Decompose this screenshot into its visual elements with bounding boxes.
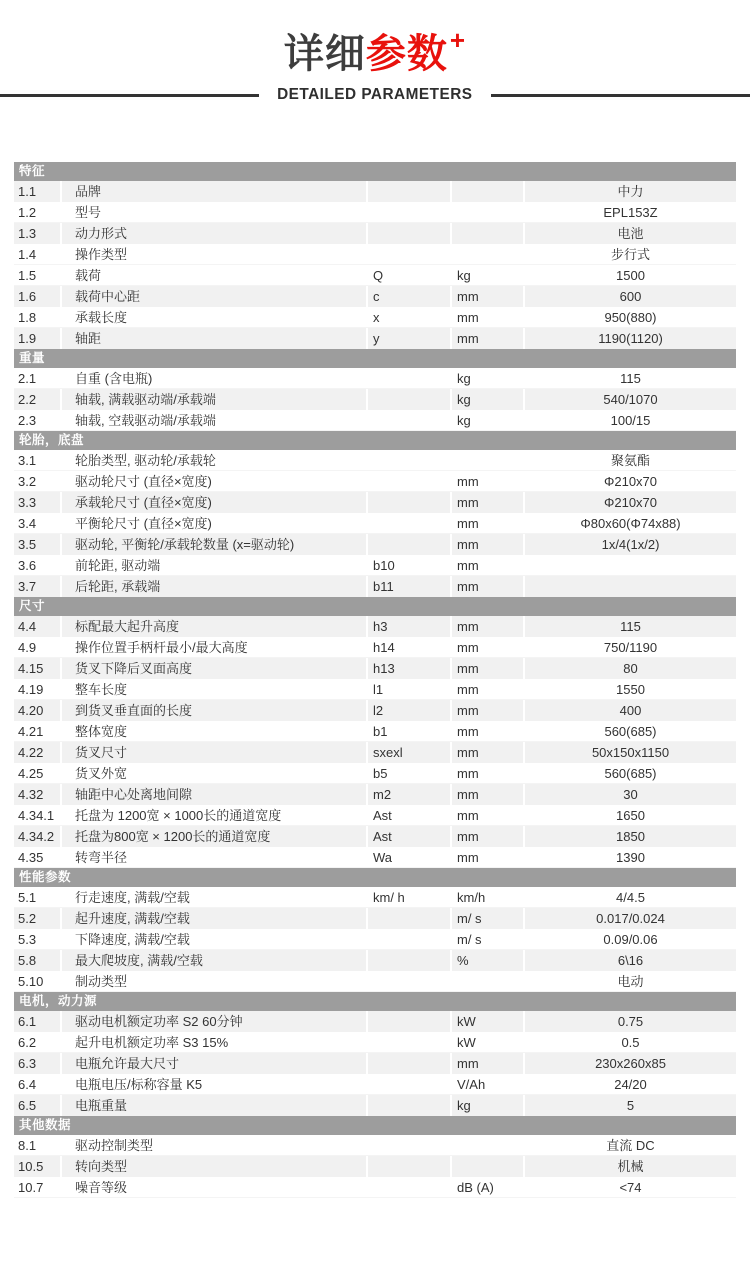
row-name: 标配最大起升高度 <box>62 616 368 637</box>
row-symbol: km/ h <box>368 887 452 907</box>
subtitle-left-rule <box>0 94 259 97</box>
table-row <box>14 784 736 805</box>
table-row <box>14 971 736 992</box>
table-row <box>14 950 736 971</box>
table-row <box>14 307 736 328</box>
page-header <box>0 0 750 104</box>
row-value: 100/15 <box>610 413 651 428</box>
row-unit: kg <box>452 1095 525 1116</box>
row-symbol: Ast <box>368 805 452 825</box>
table-row <box>14 1177 736 1198</box>
table-row <box>14 742 736 763</box>
row-symbol: b11 <box>368 576 452 597</box>
row-unit: mm <box>452 805 525 825</box>
row-unit: mm <box>452 637 525 657</box>
row-unit: kg <box>452 368 525 388</box>
row-unit: mm <box>452 555 525 575</box>
row-unit: mm <box>452 286 525 307</box>
row-symbol <box>368 929 452 949</box>
row-symbol: b1 <box>368 721 452 741</box>
row-unit <box>452 1135 525 1155</box>
row-number: 4.34.2 <box>14 826 62 847</box>
row-value: 24/20 <box>614 1077 647 1092</box>
row-number: 6.3 <box>14 1053 62 1074</box>
row-unit: kW <box>452 1011 525 1032</box>
table-row <box>14 847 736 868</box>
row-symbol: l1 <box>368 679 452 699</box>
row-number: 10.7 <box>14 1177 62 1197</box>
row-number: 6.2 <box>14 1032 62 1052</box>
row-unit <box>452 1156 525 1177</box>
row-number: 4.35 <box>14 847 62 867</box>
row-value: 400 <box>525 700 736 721</box>
row-value: 1850 <box>525 826 736 847</box>
table-row <box>14 805 736 826</box>
row-symbol <box>368 534 452 555</box>
row-symbol <box>368 202 452 222</box>
row-symbol <box>368 1011 452 1032</box>
row-unit: mm <box>452 513 525 533</box>
row-name: 最大爬坡度, 满载/空载 <box>62 950 368 971</box>
row-value: 电池 <box>525 223 736 244</box>
row-symbol: m2 <box>368 784 452 805</box>
section-header: 电机，动力源 <box>14 992 736 1011</box>
table-row <box>14 637 736 658</box>
row-unit: kW <box>452 1032 525 1052</box>
row-symbol: h3 <box>368 616 452 637</box>
row-value: 80 <box>525 658 736 679</box>
row-name: 承载长度 <box>62 307 368 327</box>
row-value: 950(880) <box>604 310 657 325</box>
row-value: 5 <box>525 1095 736 1116</box>
row-number: 1.8 <box>14 307 62 327</box>
row-symbol <box>368 513 452 533</box>
table-row <box>14 1156 736 1177</box>
table-row <box>14 1032 736 1053</box>
row-number: 1.5 <box>14 265 62 285</box>
row-number: 4.25 <box>14 763 62 783</box>
row-number: 5.8 <box>14 950 62 971</box>
table-row <box>14 181 736 202</box>
table-row <box>14 265 736 286</box>
row-symbol: y <box>368 328 452 349</box>
row-number: 4.4 <box>14 616 62 637</box>
page-title-red-part: 参数 <box>365 32 448 76</box>
row-symbol <box>368 1156 452 1177</box>
table-row <box>14 1011 736 1032</box>
row-unit: mm <box>452 1053 525 1074</box>
row-unit: mm <box>452 763 525 783</box>
row-value: 30 <box>525 784 736 805</box>
row-name: 噪音等级 <box>62 1177 368 1197</box>
row-symbol <box>368 368 452 388</box>
row-name: 型号 <box>62 202 368 222</box>
row-number: 4.21 <box>14 721 62 741</box>
row-number: 3.2 <box>14 471 62 491</box>
row-value: 0.5 <box>621 1035 640 1050</box>
row-number: 3.7 <box>14 576 62 597</box>
row-name: 驱动轮, 平衡轮/承载轮数量 (x=驱动轮) <box>62 534 368 555</box>
row-name: 托盘为 1200宽 × 1000长的通道宽度 <box>62 805 368 825</box>
table-row <box>14 450 736 471</box>
row-value: 1390 <box>616 850 645 865</box>
row-symbol: sxexl <box>368 742 452 763</box>
section-header: 特征 <box>14 162 736 181</box>
row-number: 4.19 <box>14 679 62 699</box>
subtitle-right-rule <box>491 94 750 97</box>
row-unit: m/ s <box>452 908 525 929</box>
row-unit: mm <box>452 328 525 349</box>
row-name: 电瓶允许最大尺寸 <box>62 1053 368 1074</box>
row-symbol <box>368 410 452 430</box>
page-title <box>284 26 466 76</box>
row-name: 轴距中心处离地间隙 <box>62 784 368 805</box>
row-name: 品牌 <box>62 181 368 202</box>
row-name: 后轮距, 承载端 <box>62 576 368 597</box>
row-unit: % <box>452 950 525 971</box>
row-value <box>525 576 736 597</box>
section-header: 尺寸 <box>14 597 736 616</box>
table-row <box>14 492 736 513</box>
subtitle-row <box>0 86 750 104</box>
table-row <box>14 286 736 307</box>
row-name: 驱动轮尺寸 (直径×宽度) <box>62 471 368 491</box>
row-name: 电瓶重量 <box>62 1095 368 1116</box>
row-unit: m/ s <box>452 929 525 949</box>
row-value: 步行式 <box>610 247 650 262</box>
row-value: 电动 <box>617 974 644 989</box>
row-unit <box>452 971 525 991</box>
row-value: 50x150x1150 <box>525 742 736 763</box>
row-symbol: b10 <box>368 555 452 575</box>
row-value: 1500 <box>616 268 645 283</box>
row-symbol <box>368 492 452 513</box>
row-number: 6.4 <box>14 1074 62 1094</box>
row-number: 3.6 <box>14 555 62 575</box>
row-number: 1.1 <box>14 181 62 202</box>
row-number: 6.1 <box>14 1011 62 1032</box>
row-name: 到货叉垂直面的长度 <box>62 700 368 721</box>
row-unit: dB (A) <box>452 1177 525 1197</box>
table-row <box>14 700 736 721</box>
row-unit: mm <box>452 576 525 597</box>
row-unit: mm <box>452 492 525 513</box>
row-value: 直流 DC <box>606 1138 655 1153</box>
row-number: 2.1 <box>14 368 62 388</box>
row-number: 4.22 <box>14 742 62 763</box>
row-value: 540/1070 <box>525 389 736 410</box>
row-unit: mm <box>452 658 525 679</box>
row-symbol <box>368 971 452 991</box>
row-symbol: l2 <box>368 700 452 721</box>
row-symbol <box>368 1032 452 1052</box>
row-number: 5.10 <box>14 971 62 991</box>
row-value: <74 <box>619 1180 642 1195</box>
table-row <box>14 1095 736 1116</box>
row-value: 聚氨酯 <box>610 453 650 468</box>
row-name: 货叉尺寸 <box>62 742 368 763</box>
row-value: Φ210x70 <box>603 474 658 489</box>
row-name: 货叉下降后叉面高度 <box>62 658 368 679</box>
row-value: Φ80x60(Φ74x88) <box>580 516 681 531</box>
row-value: 1x/4(1x/2) <box>525 534 736 555</box>
row-number: 3.5 <box>14 534 62 555</box>
row-value: EPL153Z <box>603 205 658 220</box>
row-name: 转向类型 <box>62 1156 368 1177</box>
row-value: 0.017/0.024 <box>525 908 736 929</box>
page-title-dark-part: 详细 <box>283 32 366 76</box>
row-symbol <box>368 471 452 491</box>
section-header: 性能参数 <box>14 868 736 887</box>
row-name: 下降速度, 满载/空载 <box>62 929 368 949</box>
row-number: 6.5 <box>14 1095 62 1116</box>
row-number: 5.1 <box>14 887 62 907</box>
row-symbol: x <box>368 307 452 327</box>
row-unit <box>452 223 525 244</box>
row-number: 4.15 <box>14 658 62 679</box>
row-value: 115 <box>620 371 641 386</box>
row-value: 0.75 <box>525 1011 736 1032</box>
row-symbol: Ast <box>368 826 452 847</box>
row-number: 5.3 <box>14 929 62 949</box>
row-name: 载荷中心距 <box>62 286 368 307</box>
table-row <box>14 244 736 265</box>
row-value: 中力 <box>525 181 736 202</box>
row-value: 1650 <box>616 808 645 823</box>
row-symbol <box>368 908 452 929</box>
row-unit <box>452 181 525 202</box>
row-name: 载荷 <box>62 265 368 285</box>
row-value: 600 <box>525 286 736 307</box>
row-value: 0.09/0.06 <box>603 932 658 947</box>
row-symbol <box>368 223 452 244</box>
table-row <box>14 908 736 929</box>
row-unit: mm <box>452 307 525 327</box>
table-row <box>14 223 736 244</box>
row-unit: mm <box>452 616 525 637</box>
row-number: 1.2 <box>14 202 62 222</box>
row-number: 1.6 <box>14 286 62 307</box>
row-symbol <box>368 244 452 264</box>
row-name: 转弯半径 <box>62 847 368 867</box>
row-name: 轴载, 空载驱动端/承载端 <box>62 410 368 430</box>
row-symbol <box>368 389 452 410</box>
row-name: 操作类型 <box>62 244 368 264</box>
spec-table <box>14 162 736 1198</box>
table-row <box>14 1135 736 1156</box>
row-value: 1190(1120) <box>525 328 736 349</box>
section-header: 重量 <box>14 349 736 368</box>
row-name: 轮胎类型, 驱动轮/承载轮 <box>62 450 368 470</box>
table-row <box>14 202 736 223</box>
row-name: 轴载, 满载驱动端/承载端 <box>62 389 368 410</box>
row-name: 轴距 <box>62 328 368 349</box>
row-unit: V/Ah <box>452 1074 525 1094</box>
row-name: 驱动电机额定功率 S2 60分钟 <box>62 1011 368 1032</box>
row-number: 2.2 <box>14 389 62 410</box>
table-row <box>14 763 736 784</box>
row-name: 前轮距, 驱动端 <box>62 555 368 575</box>
row-name: 货叉外宽 <box>62 763 368 783</box>
row-number: 3.4 <box>14 513 62 533</box>
row-name: 整体宽度 <box>62 721 368 741</box>
table-row <box>14 679 736 700</box>
row-unit <box>452 450 525 470</box>
row-number: 1.3 <box>14 223 62 244</box>
row-name: 驱动控制类型 <box>62 1135 368 1155</box>
row-value: 4/4.5 <box>616 890 645 905</box>
row-symbol: Q <box>368 265 452 285</box>
table-row <box>14 1074 736 1095</box>
row-unit: kg <box>452 265 525 285</box>
row-name: 起升速度, 满载/空载 <box>62 908 368 929</box>
row-number: 4.9 <box>14 637 62 657</box>
table-row <box>14 721 736 742</box>
row-value: 230x260x85 <box>525 1053 736 1074</box>
row-number: 5.2 <box>14 908 62 929</box>
table-row <box>14 513 736 534</box>
row-unit: mm <box>452 534 525 555</box>
row-unit <box>452 244 525 264</box>
row-name: 动力形式 <box>62 223 368 244</box>
row-symbol <box>368 181 452 202</box>
row-name: 操作位置手柄杆最小/最大高度 <box>62 637 368 657</box>
row-number: 3.3 <box>14 492 62 513</box>
row-name: 行走速度, 满载/空载 <box>62 887 368 907</box>
section-header: 轮胎，底盘 <box>14 431 736 450</box>
row-symbol: h14 <box>368 637 452 657</box>
row-symbol <box>368 1177 452 1197</box>
row-unit: km/h <box>452 887 525 907</box>
table-row <box>14 555 736 576</box>
table-row <box>14 389 736 410</box>
row-name: 起升电机额定功率 S3 15% <box>62 1032 368 1052</box>
row-unit: mm <box>452 847 525 867</box>
table-row <box>14 534 736 555</box>
row-value: 750/1190 <box>603 640 658 655</box>
row-name: 自重 (含电瓶) <box>62 368 368 388</box>
row-name: 制动类型 <box>62 971 368 991</box>
table-row <box>14 471 736 492</box>
row-unit: mm <box>452 679 525 699</box>
row-value: 6\16 <box>525 950 736 971</box>
table-row <box>14 1053 736 1074</box>
plus-superscript: + <box>449 25 467 55</box>
row-number: 4.34.1 <box>14 805 62 825</box>
table-row <box>14 368 736 389</box>
row-number: 2.3 <box>14 410 62 430</box>
row-symbol <box>368 450 452 470</box>
row-symbol: c <box>368 286 452 307</box>
row-number: 1.9 <box>14 328 62 349</box>
row-unit: mm <box>452 742 525 763</box>
row-name: 电瓶电压/标称容量 K5 <box>62 1074 368 1094</box>
row-symbol <box>368 1095 452 1116</box>
row-number: 8.1 <box>14 1135 62 1155</box>
row-unit: mm <box>452 700 525 721</box>
row-symbol: Wa <box>368 847 452 867</box>
row-name: 托盘为800宽 × 1200长的通道宽度 <box>62 826 368 847</box>
table-row <box>14 826 736 847</box>
row-name: 承载轮尺寸 (直径×宽度) <box>62 492 368 513</box>
row-symbol <box>368 1074 452 1094</box>
row-symbol: b5 <box>368 763 452 783</box>
table-row <box>14 576 736 597</box>
row-name: 整车长度 <box>62 679 368 699</box>
row-value: 机械 <box>525 1156 736 1177</box>
row-unit: kg <box>452 410 525 430</box>
page-subtitle: DETAILED PARAMETERS <box>277 86 473 103</box>
row-value: 115 <box>525 616 736 637</box>
row-unit: kg <box>452 389 525 410</box>
row-unit: mm <box>452 721 525 741</box>
table-row <box>14 658 736 679</box>
row-unit: mm <box>452 826 525 847</box>
row-name: 平衡轮尺寸 (直径×宽度) <box>62 513 368 533</box>
row-value: 560(685) <box>604 724 657 739</box>
row-symbol <box>368 1053 452 1074</box>
row-unit <box>452 202 525 222</box>
row-unit: mm <box>452 784 525 805</box>
row-unit: mm <box>452 471 525 491</box>
table-row <box>14 929 736 950</box>
table-row <box>14 616 736 637</box>
row-value <box>525 555 736 575</box>
row-value: 1550 <box>616 682 645 697</box>
row-number: 1.4 <box>14 244 62 264</box>
row-number: 3.1 <box>14 450 62 470</box>
table-row <box>14 328 736 349</box>
row-number: 10.5 <box>14 1156 62 1177</box>
table-row <box>14 410 736 431</box>
row-value: Φ210x70 <box>525 492 736 513</box>
section-header: 其他数据 <box>14 1116 736 1135</box>
row-symbol: h13 <box>368 658 452 679</box>
row-number: 4.20 <box>14 700 62 721</box>
row-value: 560(685) <box>604 766 657 781</box>
row-number: 4.32 <box>14 784 62 805</box>
row-symbol <box>368 950 452 971</box>
table-row <box>14 887 736 908</box>
row-symbol <box>368 1135 452 1155</box>
